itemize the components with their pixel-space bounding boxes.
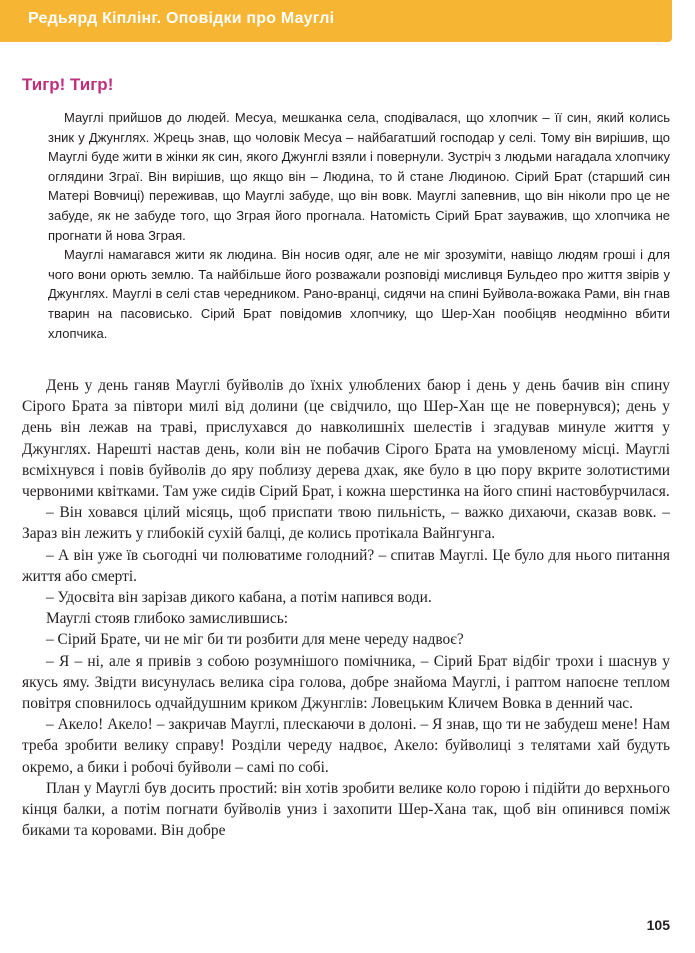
story-paragraph: – Він ховався цілий місяць, щоб приспати твою пильність, – важко дихаючи, сказав вовк. – Зараз він лежить у глибокій сухій балці, де колись протікала Вайнгунга. <box>22 504 670 543</box>
story-paragraph: Мауглі стояв глибоко замислившись: <box>46 610 289 628</box>
section-title: Тигр! Тигр! <box>22 75 114 94</box>
story-text <box>22 375 670 841</box>
story-paragraph: – Сірий Брате, чи не міг би ти розбити для мене череду надвоє? <box>46 631 464 649</box>
summary-paragraph: Мауглі намагався жити як людина. Він носив одяг, але не міг зрозуміти, навіщо людям гроші і для чого вони орють землю. Та найбільше його розважали розповіді мисливця Бульдео про життя звірів у Джунглях. Мауглі в селі став чередником. Рано-вранці, сидячи на спині Буйвола-вожака Рами, він гнав тварин на пасовисько. Сірий Брат повідомив хлопчику, що Шер-Хан пообіцяв неодмінно вбити хлопчика. <box>48 247 670 341</box>
story-paragraph: План у Мауглі був досить простий: він хотів зробити велике коло горою і підійти до верхнього кінця балки, а потім погнати буйволів униз і захопити Шер-Хана так, щоб він опинився поміж биками та коровами. Він добре <box>22 779 670 840</box>
running-header-title: Редьярд Кіплінг. Оповідки про Мауглі <box>28 10 335 27</box>
story-paragraph: – Я – ні, але я привів з собою розумнішого помічника, – Сірий Брат відбіг трохи і шаснув у якусь яму. Звідти висунулась велика сіра голова, добре знайома Мауглі, і раптом напоєне теплом повітря сповнилось одчайдушним криком Джунглів: Ловецьким Кличем Вовка в денний час. <box>22 652 670 713</box>
story-paragraph: – Удосвіта він зарізав дикого кабана, а потім напився води. <box>46 589 432 607</box>
story-paragraph: – А він уже їв сьогодні чи полюватиме голодний? – спитав Мауглі. Це було для нього питання життя або смерті. <box>22 546 670 585</box>
summary-paragraph: Мауглі прийшов до людей. Месуа, мешканка села, сподівалася, що хлопчик – її син, який колись зник у Джунглях. Жрець знав, що чоловік Месуа – найбагатший господар у селі. Тому він вирішив, що Мауглі буде жити в жінки як син, якого Джунглі взяли і повернули. Зустріч з людьми нагадала хлопчику оглядини Зграї. Він вирішив, що якщо він – Людина, то й стане Людиною. Сірий Брат (старший син Матері Вовчиці) переживав, що Мауглі забуде, що він вовк. Мауглі запевнив, що він ніколи про це не забуде, як не забуде того, що Зграя його прогнала. Натомість Сірий Брат зауважив, що хлопчика не прогнати й нова Зграя. <box>48 110 670 243</box>
story-paragraph: – Акело! Акело! – закричав Мауглі, плескаючи в долоні. – Я знав, що ти не забудеш мене! Нам треба зробити велику справу! Розділи череду надвоє, Акело: буйволиці з телятами хай будуть окремо, а бики і робочі буйволи – самі по собі. <box>22 716 670 776</box>
page-number: 105 <box>646 917 670 933</box>
summary-block <box>48 108 670 343</box>
story-paragraph: День у день ганяв Мауглі буйволів до їхніх улюблених баюр і день у день бачив він спину Сірого Брата за півтори милі від долини (це свідчило, що Шер-Хан ще не повернувся); день у день він лежав на траві, прислухався до навколишніх шелестів і згадував минуле життя у Джунглях. Нарешті настав день, коли він не побачив Сірого Брата на умовленому місці. Мауглі всміхнувся і повів буйволів до яру поблизу дерева дхак, яке було в цю пору вкрите золотистими червоними квітками. Там уже сидів Сірий Брат, і кожна шерстинка на його спині настовбурчилася. <box>22 377 670 501</box>
header-bar <box>0 0 672 42</box>
